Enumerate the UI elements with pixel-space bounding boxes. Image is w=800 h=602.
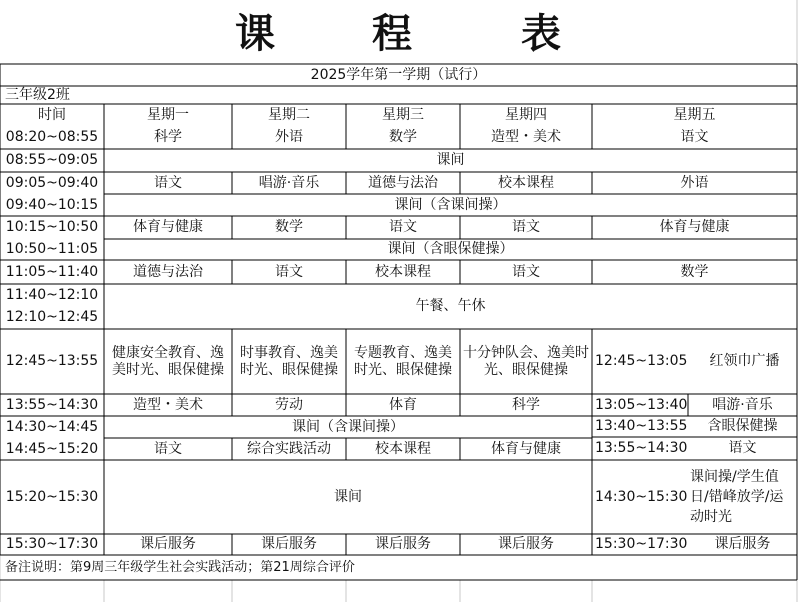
lesson-p4-wed: 校本课程 (375, 263, 431, 280)
lesson-break5: 课间 (334, 488, 362, 505)
lesson-after-thu: 课后服务 (498, 536, 554, 552)
lesson-after-wed: 课后服务 (375, 536, 431, 552)
lesson-p5-mon: 健康安全教育、逸美时光、眼保健操 (112, 344, 224, 378)
lesson-after-tue: 课后服务 (261, 536, 317, 552)
lesson-p5-thu: 十分钟队会、逸美时光、眼保健操 (463, 344, 589, 378)
friday-time-f2: 13:05~13:40 (595, 396, 688, 413)
lesson-p3-mon: 体育与健康 (133, 219, 203, 235)
lesson-p7-thu: 体育与健康 (491, 440, 561, 457)
time-after: 15:30~17:30 (5, 536, 99, 552)
lesson-break2: 课间（含课间操） (394, 196, 507, 213)
lesson-p4-mon: 道德与法治 (133, 263, 203, 280)
lesson-p2-tue: 唱游·音乐 (258, 174, 320, 191)
lesson-p2-mon: 语文 (154, 174, 182, 191)
friday-lesson-f1: 红领巾广播 (709, 353, 780, 369)
time-p7: 14:45~15:20 (5, 440, 99, 457)
lesson-p3-fri: 体育与健康 (659, 219, 730, 235)
header-thursday: 星期四 (505, 106, 547, 123)
time-break4: 14:30~14:45 (5, 418, 99, 435)
lesson-break1: 课间 (436, 152, 465, 168)
friday-time-f1: 12:45~13:05 (595, 353, 688, 369)
lesson-p4-fri: 数学 (680, 263, 709, 280)
lesson-p5-wed: 专题教育、逸美时光、眼保健操 (354, 344, 452, 378)
lesson-p6-thu: 科学 (512, 396, 540, 413)
lesson-p2-thu: 校本课程 (498, 174, 554, 191)
title-char-1: 课 (235, 9, 275, 57)
lesson-p6-mon: 造型・美术 (133, 396, 203, 413)
title-char-3: 表 (521, 9, 561, 57)
header-friday: 星期五 (673, 106, 716, 123)
lesson-p6-tue: 劳动 (275, 396, 303, 413)
footnote: 备注说明：第9周三年级学生社会实践活动；第21周综合评价 (5, 559, 355, 575)
time-break3: 10:50~11:05 (5, 241, 99, 257)
friday-lesson-f2: 唱游·音乐 (712, 396, 773, 413)
friday-time-f4: 13:55~14:30 (595, 440, 688, 456)
friday-lesson-f3: 含眼保健操 (707, 418, 778, 434)
time-break1: 08:55~09:05 (5, 152, 99, 168)
header-wednesday: 星期三 (382, 106, 424, 123)
lesson-p7-wed: 校本课程 (375, 440, 431, 457)
lesson-p1-mon: 科学 (154, 129, 182, 145)
header-tuesday: 星期二 (268, 106, 310, 123)
lesson-break4: 课间（含课间操） (292, 418, 404, 435)
title-char-2: 程 (372, 9, 412, 57)
friday-lesson-f5: 课间操/学生值日/错峰放学/运动时光 (690, 469, 784, 525)
friday-time-f5: 14:30~15:30 (595, 488, 688, 505)
time-p5: 12:45~13:55 (5, 353, 99, 369)
lesson-p4-tue: 语文 (275, 263, 303, 280)
class-name: 三年级2班 (5, 86, 70, 103)
time-break2: 09:40~10:15 (5, 196, 99, 213)
time-p4: 11:05~11:40 (5, 263, 99, 280)
lesson-lunch: 午餐、午休 (415, 298, 486, 314)
lesson-p1-thu: 造型・美术 (491, 129, 561, 145)
lesson-p1-wed: 数学 (389, 129, 417, 145)
lesson-break3: 课间（含眼保健操） (387, 241, 514, 257)
lesson-p6-wed: 体育 (389, 396, 417, 413)
friday-lesson-f6: 课后服务 (714, 536, 771, 552)
time-break5: 15:20~15:30 (5, 488, 99, 505)
lesson-p3-wed: 语文 (389, 219, 417, 235)
header-monday: 星期一 (147, 106, 189, 123)
lesson-p7-mon: 语文 (154, 440, 182, 457)
time-p6: 13:55~14:30 (5, 396, 99, 413)
lesson-p3-tue: 数学 (275, 219, 303, 235)
time-p3: 10:15~10:50 (5, 219, 99, 235)
friday-time-f6: 15:30~17:30 (595, 536, 688, 552)
friday-lesson-f4: 语文 (728, 440, 757, 456)
time-lunch-a: 11:40~12:10 (5, 286, 99, 303)
time-p1: 08:20~08:55 (5, 129, 99, 145)
lesson-p3-thu: 语文 (512, 219, 540, 235)
lesson-p2-wed: 道德与法治 (368, 174, 438, 191)
lesson-p7-tue: 综合实践活动 (247, 440, 331, 457)
lesson-p1-fri: 语文 (680, 129, 709, 145)
time-p2: 09:05~09:40 (5, 174, 99, 191)
time-lunch-b: 12:10~12:45 (5, 309, 99, 325)
lesson-p4-thu: 语文 (512, 263, 540, 280)
lesson-p2-fri: 外语 (680, 174, 709, 191)
friday-time-f3: 13:40~13:55 (595, 418, 688, 434)
lesson-p5-tue: 时事教育、逸美时光、眼保健操 (240, 344, 338, 378)
lesson-p1-tue: 外语 (275, 129, 303, 145)
lesson-after-mon: 课后服务 (140, 536, 196, 552)
subtitle: 2025学年第一学期（试行） (310, 66, 487, 83)
header-time: 时间 (38, 106, 66, 123)
